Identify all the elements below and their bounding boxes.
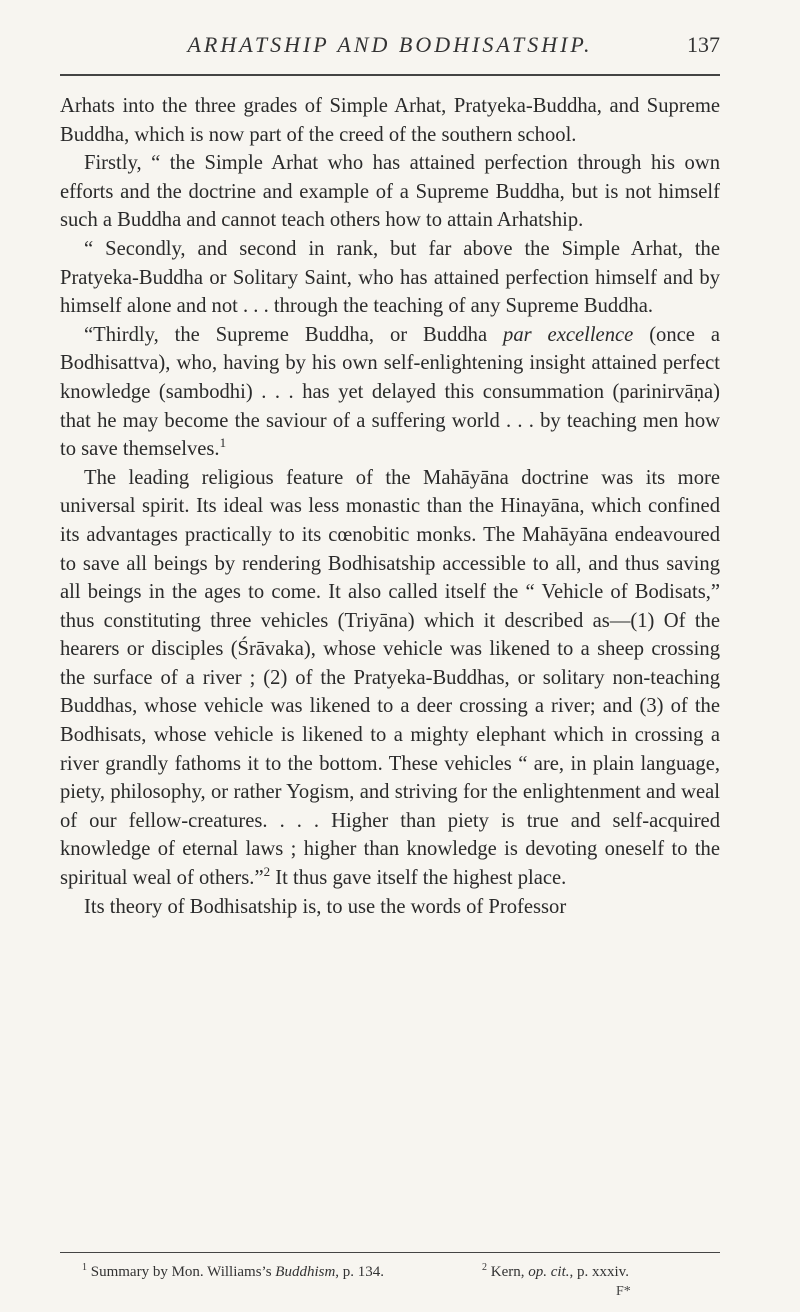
signature-mark: F* <box>616 1284 631 1299</box>
paragraph <box>60 321 720 464</box>
text-run: Its theory of Bodhisatship is, to use the words of Professor <box>84 895 567 918</box>
text-run: (once a Bodhisattva), who, having by his own self-enlightening insight attained perfect knowledge (sambodhi) . . . has yet delayed this consummation (parinirvāṇa) that he may become the saviour of a suffering world . . . by teaching men how to save themselves. <box>60 323 720 461</box>
text-run: It thus gave itself the highest place. <box>270 867 567 890</box>
text-run: , p. xxxiv. <box>569 1264 629 1280</box>
paragraph <box>60 149 720 235</box>
footnote-ref: 1 <box>219 435 227 451</box>
paragraph <box>60 464 720 893</box>
page-number: 137 <box>687 32 720 57</box>
text-run: , p. 134. <box>335 1264 385 1280</box>
paragraph <box>60 893 720 922</box>
italic-text: par excellence <box>503 323 634 346</box>
text-run: Summary by Mon. Williams’s <box>90 1264 276 1280</box>
running-title: ARHATSHIP AND BODHISATSHIP. <box>187 32 593 57</box>
header-rule <box>60 74 720 76</box>
italic-text: Buddhism <box>275 1264 336 1280</box>
paragraph <box>60 235 720 321</box>
footnote-rule <box>60 1252 720 1253</box>
footnote-marker: 1 <box>82 1262 87 1273</box>
text-run: Firstly, “ the Simple Arhat who has attained perfection through his own efforts and the doctrine and example of a Supreme Buddha, but is not himself such a Buddha and cannot teach others how to attain Arhatship. <box>60 152 720 232</box>
text-run: The leading religious feature of the Mahāyāna doctrine was its more universal spirit. Its ideal was less monastic than the Hinayāna, which confined its advantages practically to its cœnobitic monks. The Mahāyāna endeavoured to save all beings by rendering Bodhisatship accessible to all, and thus saving all beings in the ages to come. It also called itself the “ Vehicle of Bodisats,” thus constituting three vehicles (Triyāna) which it described as—(1) Of the hearers or disciples (Śrāvaka), whose vehicle was likened to a sheep crossing the surface of a river ; (2) of the Pratyeka-Buddhas, or solitary non-teaching Buddhas, whose vehicle was likened to a deer crossing a river; and (3) of the Bodhisats, whose vehicle is likened to a mighty elephant which in crossing a river grandly fathoms it to the bottom. These vehicles “ are, in plain language, piety, philosophy, or rather Yogism, and striving for the enlightenment and weal of our fellow-creatures. . . . Higher than piety is true and self-acquired knowledge of eternal laws ; higher than knowledge is devoting oneself to the spiritual weal of others.” <box>60 466 720 890</box>
text-run: “Thirdly, the Supreme Buddha, or Buddha <box>84 323 504 346</box>
footnote-ref: 2 <box>263 864 271 880</box>
running-header <box>60 32 720 68</box>
text-run: Arhats into the three grades of Simple Arhat, Pratyeka-Buddha, and Supreme Buddha, which is now part of the creed of the southern school. <box>60 95 720 146</box>
footnote <box>482 1262 629 1281</box>
footnote-marker: 2 <box>482 1262 487 1273</box>
text-run: Kern, <box>490 1264 529 1280</box>
paragraph <box>60 92 720 149</box>
body-text <box>60 92 720 921</box>
footnote <box>82 1262 384 1281</box>
text-run: “ Secondly, and second in rank, but far above the Simple Arhat, the Pratyeka-Buddha or Solitary Saint, who has attained perfection himself and by himself alone and not . . . through the teaching of any Supreme Buddha. <box>60 237 720 318</box>
italic-text: op. cit. <box>528 1264 570 1280</box>
